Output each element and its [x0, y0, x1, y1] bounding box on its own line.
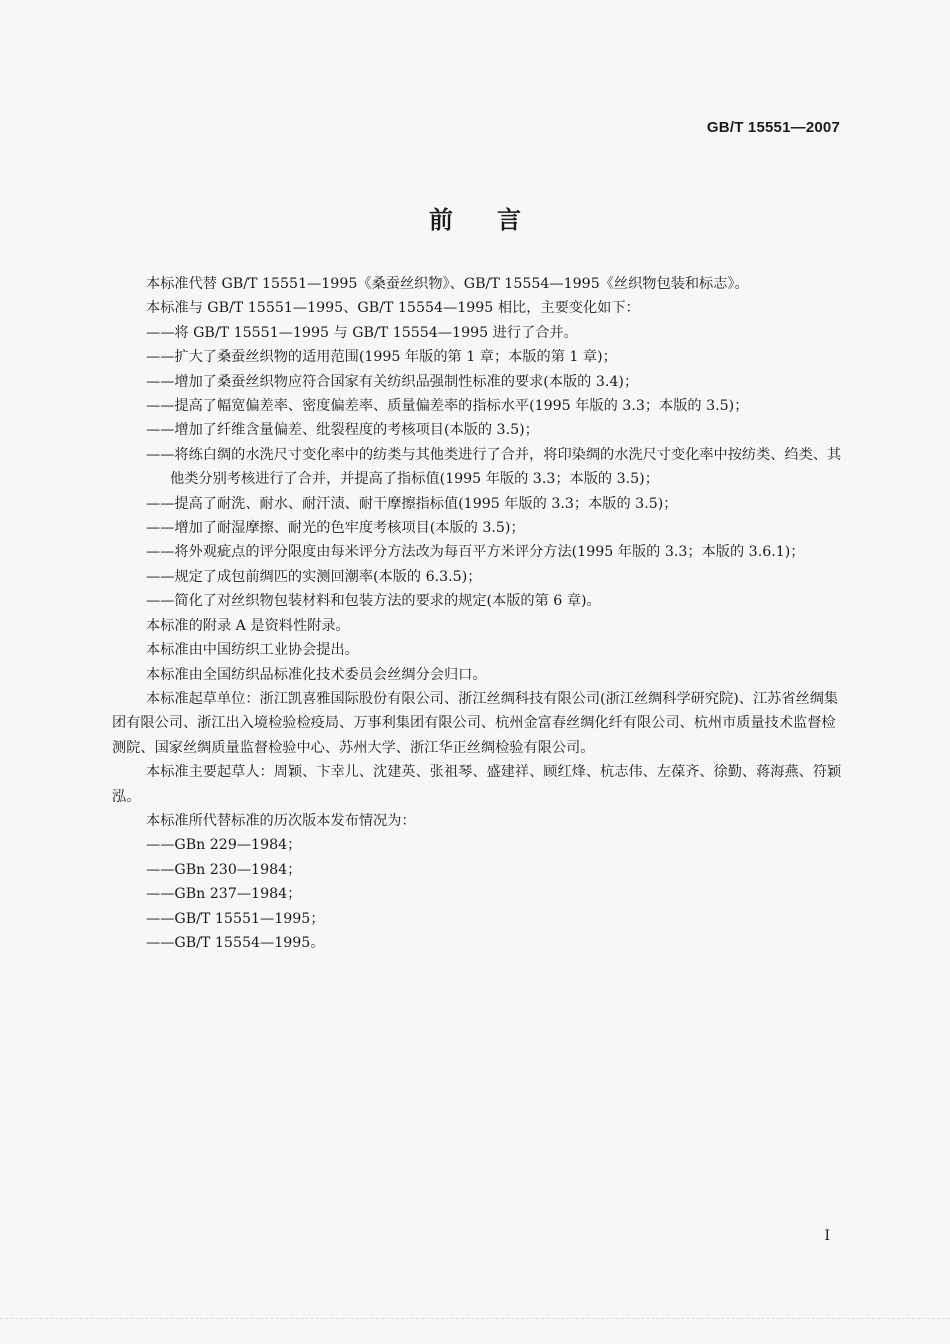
list-item: ——增加了桑蚕丝织物应符合国家有关纺织品强制性标准的要求(本版的 3.4)； — [146, 373, 639, 390]
paragraph: 本标准所代替标准的历次版本发布情况为： — [146, 812, 416, 829]
list-item: ——扩大了桑蚕丝织物的适用范围(1995 年版的第 1 章；本版的第 1 章)； — [146, 349, 617, 366]
paragraph: 本标准由全国纺织品标准化技术委员会丝绸分会归口。 — [146, 666, 487, 683]
list-item: ——将练白绸的水洗尺寸变化率中的纺类与其他类进行了合并，将印染绸的水洗尺寸变化率中按纺类、绉类、其他类分别考核进行了合并，并提高了指标值(1995 年版的 3.3；本版的 3.5)； — [146, 446, 842, 488]
list-item: ——GBn 229—1984； — [146, 837, 302, 854]
list-item: ——将 GB/T 15551—1995 与 GB/T 15554—1995 进行了合并。 — [146, 324, 578, 341]
list-item: ——将外观疵点的评分限度由每米评分方法改为每百平方米评分方法(1995 年版的 3.3；本版的 3.6.1)； — [146, 544, 805, 561]
list-item: ——增加了纤维含量偏差、纰裂程度的考核项目(本版的 3.5)； — [146, 422, 539, 439]
paragraph: 本标准与 GB/T 15551—1995、GB/T 15554—1995 相比，主要变化如下： — [146, 300, 640, 317]
paragraph: 本标准主要起草人：周颖、卞幸儿、沈建英、张祖琴、盛建祥、顾红烽、杭志伟、左葆齐、徐勤、蒋海燕、符颖泓。 — [112, 764, 842, 805]
standard-number: GB/T 15551—2007 — [706, 119, 840, 136]
list-item: ——简化了对丝织物包装材料和包装方法的要求的规定(本版的第 6 章)。 — [146, 593, 601, 610]
paragraph: 本标准的附录 A 是资料性附录。 — [146, 617, 350, 634]
paragraph: 本标准由中国纺织工业协会提出。 — [146, 642, 359, 659]
list-item: ——提高了幅宽偏差率、密度偏差率、质量偏差率的指标水平(1995 年版的 3.3；本版的 3.5)； — [146, 398, 749, 415]
paragraph: 本标准代替 GB/T 15551—1995《桑蚕丝织物》、GB/T 15554—1995《丝织物包装和标志》。 — [146, 276, 749, 292]
page-title: 前言 — [429, 206, 565, 234]
scan-edge-artifact — [0, 1318, 950, 1327]
list-item: ——提高了耐洗、耐水、耐汗渍、耐干摩擦指标值(1995 年版的 3.3；本版的 3.5)； — [146, 495, 678, 512]
list-item: ——增加了耐湿摩擦、耐光的色牢度考核项目(本版的 3.5)； — [146, 520, 525, 537]
list-item: ——GB/T 15554—1995。 — [146, 934, 325, 951]
page-number: I — [824, 1228, 830, 1244]
list-item: ——规定了成包前绸匹的实测回潮率(本版的 6.3.5)； — [146, 568, 482, 585]
list-item: ——GBn 237—1984； — [146, 886, 302, 903]
paragraph: 本标准起草单位：浙江凯喜雅国际股份有限公司、浙江丝绸科技有限公司(浙江丝绸科学研究院)、江苏省丝绸集团有限公司、浙江出入境检验检疫局、万事利集团有限公司、杭州金富春丝绸化纤有限公司、杭州市质量技术监督检测院、国家丝绸质量监督检验中心、苏州大学、浙江华正丝绸检验有限公司。 — [112, 690, 839, 756]
foreword-body — [112, 272, 842, 955]
list-item: ——GBn 230—1984； — [146, 861, 302, 878]
list-item: ——GB/T 15551—1995； — [146, 910, 325, 927]
